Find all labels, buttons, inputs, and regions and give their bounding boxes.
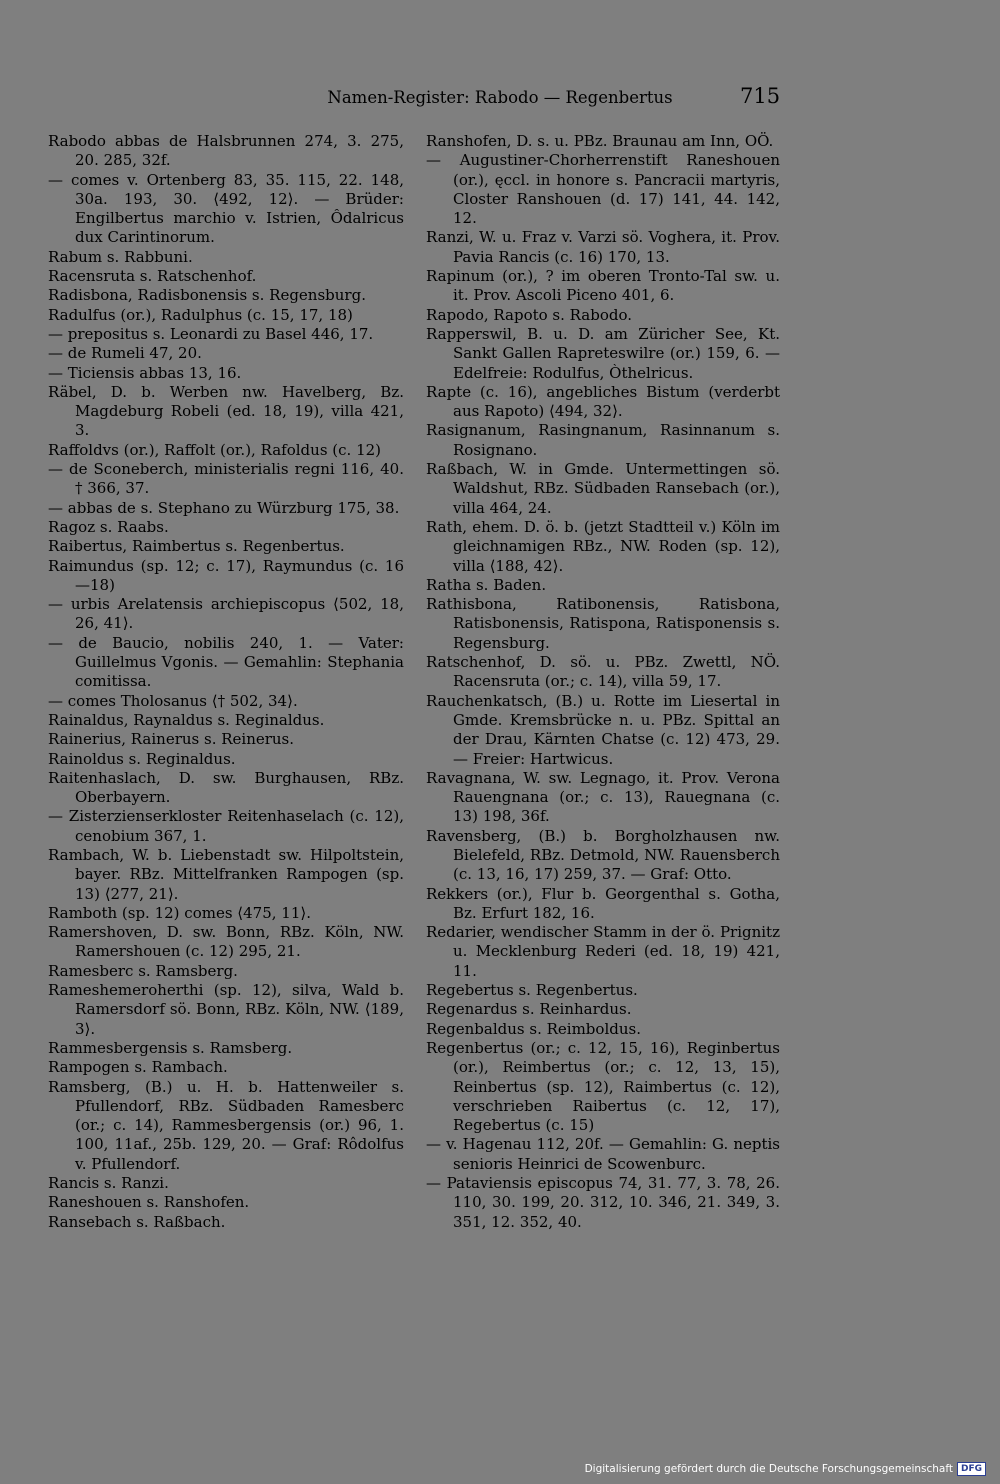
index-entry: Racensruta s. Ratschenhof. xyxy=(48,267,257,286)
index-entry: Ramesberc s. Ramsberg. xyxy=(48,961,238,980)
index-entry: — urbis Arelatensis archiepiscopus ⟨502, 18, 26, 41⟩. xyxy=(48,595,404,633)
index-entry: Rammesbergensis s. Ramsberg. xyxy=(48,1038,293,1057)
index-column-right xyxy=(426,132,780,1232)
index-entry: Rathisbona, Ratibonensis, Ratisbona, Ratisbonensis, Ratispona, Ratisponensis s. Regensburg. xyxy=(426,595,780,652)
index-entry: — Augustiner-Chorherrenstift Raneshouen (or.), ęccl. in honore s. Pancracii martyris, Closter Ranshouen (d. 17) 141, 44. 142, 12. xyxy=(426,151,780,228)
index-entry: Raneshouen s. Ranshofen. xyxy=(48,1193,250,1212)
index-entry: Regebertus s. Regenbertus. xyxy=(426,981,638,1000)
index-entry: Rainoldus s. Reginaldus. xyxy=(48,749,236,768)
index-entry: Rapperswil, B. u. D. am Züricher See, Kt. Sankt Gallen Rapreteswilre (or.) 159, 6. — Edelfreie: Rodulfus, Òthelricus. xyxy=(426,324,780,382)
index-entry: Raffoldvs (or.), Raffolt (or.), Rafoldus (c. 12) xyxy=(48,440,382,459)
index-entry: Ravagnana, W. sw. Legnago, it. Prov. Verona Rauengnana (or.; c. 13), Rauegnana (c. 13) 198, 36f. xyxy=(426,768,780,826)
running-head: Namen-Register: Rabodo — Regenbertus xyxy=(327,88,673,107)
index-entry: Radulfus (or.), Radulphus (c. 15, 17, 18) xyxy=(48,305,353,324)
index-entry: Raitenhaslach, D. sw. Burghausen, RBz. Oberbayern. xyxy=(48,768,404,807)
dfg-logo-icon: DFG xyxy=(957,1462,986,1476)
index-entry: Ravensberg, (B.) b. Borgholzhausen nw. Bielefeld, RBz. Detmold, NW. Rauensberch (c. 13, 16, 17) 259, 37. — Graf: Otto. xyxy=(426,826,780,884)
index-entry: — comes v. Ortenberg 83, 35. 115, 22. 148, 30a. 193, 30. ⟨492, 12⟩. — Brüder: Engilbertus marchio v. Istrien, Ôdalricus dux Carintinorum. xyxy=(48,170,404,247)
index-entry: Raibertus, Raimbertus s. Regenbertus. xyxy=(48,537,345,556)
index-entry: — Ticiensis abbas 13, 16. xyxy=(48,363,242,382)
index-entry: — de Sconeberch, ministerialis regni 116, 40. † 366, 37. xyxy=(48,460,404,498)
index-entry: Regenbaldus s. Reimboldus. xyxy=(426,1019,641,1038)
index-entry: Regenardus s. Reinhardus. xyxy=(426,1000,632,1019)
index-entry: — Zisterzienserkloster Reitenhaselach (c. 12), cenobium 367, 1. xyxy=(48,807,404,845)
index-entry: Rancis s. Ranzi. xyxy=(48,1174,169,1193)
index-entry: Redarier, wendischer Stamm in der ö. Prignitz u. Mecklenburg Rederi (ed. 18, 19) 421, 11. xyxy=(426,923,780,980)
index-entry: Rabodo abbas de Halsbrunnen 274, 3. 275, 20. 285, 32f. xyxy=(48,132,404,170)
index-entry: Ramershoven, D. sw. Bonn, RBz. Köln, NW. Ramershouen (c. 12) 295, 21. xyxy=(48,923,404,961)
index-entry: Ransebach s. Raßbach. xyxy=(48,1212,226,1231)
index-column-left xyxy=(48,132,404,1232)
index-entry: — v. Hagenau 112, 20f. — Gemahlin: G. neptis senioris Heinrici de Scowenburc. xyxy=(426,1135,780,1173)
index-entry: Rasignanum, Rasingnanum, Rasinnanum s. Rosignano. xyxy=(426,421,780,459)
index-entry: Regenbertus (or.; c. 12, 15, 16), Reginbertus (or.), Reimbertus (or.; c. 12, 13, 15), Reinbertus (sp. 12), Raimbertus (c. 12), verschrieben Raibertus (c. 12, 17), Regebertus (c. 15) xyxy=(426,1038,780,1135)
footer-credit xyxy=(585,1462,986,1476)
index-entry: Rath, ehem. D. ö. b. (jetzt Stadtteil v.) Köln im gleichnamigen RBz., NW. Roden (sp. 12), villa ⟨188, 42⟩. xyxy=(426,517,780,575)
index-entry: Rambach, W. b. Liebenstadt sw. Hilpoltstein, bayer. RBz. Mittelfranken Rampogen (sp. 13) ⟨277, 21⟩. xyxy=(48,845,404,903)
index-entry: Ramboth (sp. 12) comes ⟨475, 11⟩. xyxy=(48,903,312,922)
index-entry: — comes Tholosanus ⟨† 502, 34⟩. xyxy=(48,691,298,710)
index-entry: Rainerius, Rainerus s. Reinerus. xyxy=(48,730,295,749)
index-entry: Rampogen s. Rambach. xyxy=(48,1058,228,1077)
index-entry: Rabum s. Rabbuni. xyxy=(48,247,193,266)
index-entry: — prepositus s. Leonardi zu Basel 446, 17. xyxy=(48,324,374,343)
page-number: 715 xyxy=(740,84,781,108)
footer-credit-text: Digitalisierung gefördert durch die Deutsche Forschungsgemeinschaft xyxy=(584,1463,953,1475)
index-entry: Räbel, D. b. Werben nw. Havelberg, Bz. Magdeburg Robeli (ed. 18, 19), villa 421, 3. xyxy=(48,382,404,440)
index-entry: — Pataviensis episcopus 74, 31. 77, 3. 78, 26. 110, 30. 199, 20. 312, 10. 346, 21. 349, 3. 351, 12. 352, 40. xyxy=(426,1174,780,1231)
index-entry: Ratschenhof, D. sö. u. PBz. Zwettl, NÖ. Racensruta (or.; c. 14), villa 59, 17. xyxy=(426,653,780,691)
index-entry: Raßbach, W. in Gmde. Untermettingen sö. Waldshut, RBz. Südbaden Ransebach (or.), villa 464, 24. xyxy=(426,460,780,517)
index-entry: Rekkers (or.), Flur b. Georgenthal s. Gotha, Bz. Erfurt 182, 16. xyxy=(426,884,780,922)
index-entry: Rapodo, Rapoto s. Rabodo. xyxy=(426,305,633,324)
index-entry: Ranzi, W. u. Fraz v. Varzi sö. Voghera, it. Prov. Pavia Rancis (c. 16) 170, 13. xyxy=(426,228,780,266)
index-entry: Rauchenkatsch, (B.) u. Rotte im Liesertal in Gmde. Kremsbrücke n. u. PBz. Spittal an der Drau, Kärnten Chatse (c. 12) 473, 29. — Freier: Hartwicus. xyxy=(426,691,780,768)
index-entry: Ratha s. Baden. xyxy=(426,575,547,594)
index-entry: Radisbona, Radisbonensis s. Regensburg. xyxy=(48,286,366,305)
index-entry: Rapte (c. 16), angebliches Bistum (verderbt aus Rapoto) ⟨494, 32⟩. xyxy=(426,382,780,421)
index-entry: Ranshofen, D. s. u. PBz. Braunau am Inn, OÖ. xyxy=(426,132,774,150)
index-entry: Rapinum (or.), ? im oberen Tronto-Tal sw. u. it. Prov. Ascoli Piceno 401, 6. xyxy=(426,267,780,305)
index-entry: Rainaldus, Raynaldus s. Reginaldus. xyxy=(48,710,325,729)
index-entry: Ramsberg, (B.) u. H. b. Hattenweiler s. Pfullendorf, RBz. Südbaden Ramesberc (or.; c. 14), Rammesbergensis (or.) 96, 1. 100, 11af., 25b. 129, 20. — Graf: Rôdolfus v. Pfullendorf. xyxy=(48,1077,404,1173)
index-entry: Ragoz s. Raabs. xyxy=(48,517,169,536)
index-entry: — abbas de s. Stephano zu Würzburg 175, 38. xyxy=(48,498,400,517)
index-entry: Raimundus (sp. 12; c. 17), Raymundus (c. 16—18) xyxy=(48,556,404,594)
index-entry: Rameshemeroherthi (sp. 12), silva, Wald b. Ramersdorf sö. Bonn, RBz. Köln, NW. ⟨189, 3⟩. xyxy=(48,981,404,1038)
index-entry: — de Baucio, nobilis 240, 1. — Vater: Guillelmus Vgonis. — Gemahlin: Stephania comitissa. xyxy=(48,633,404,691)
index-entry: — de Rumeli 47, 20. xyxy=(48,344,202,363)
